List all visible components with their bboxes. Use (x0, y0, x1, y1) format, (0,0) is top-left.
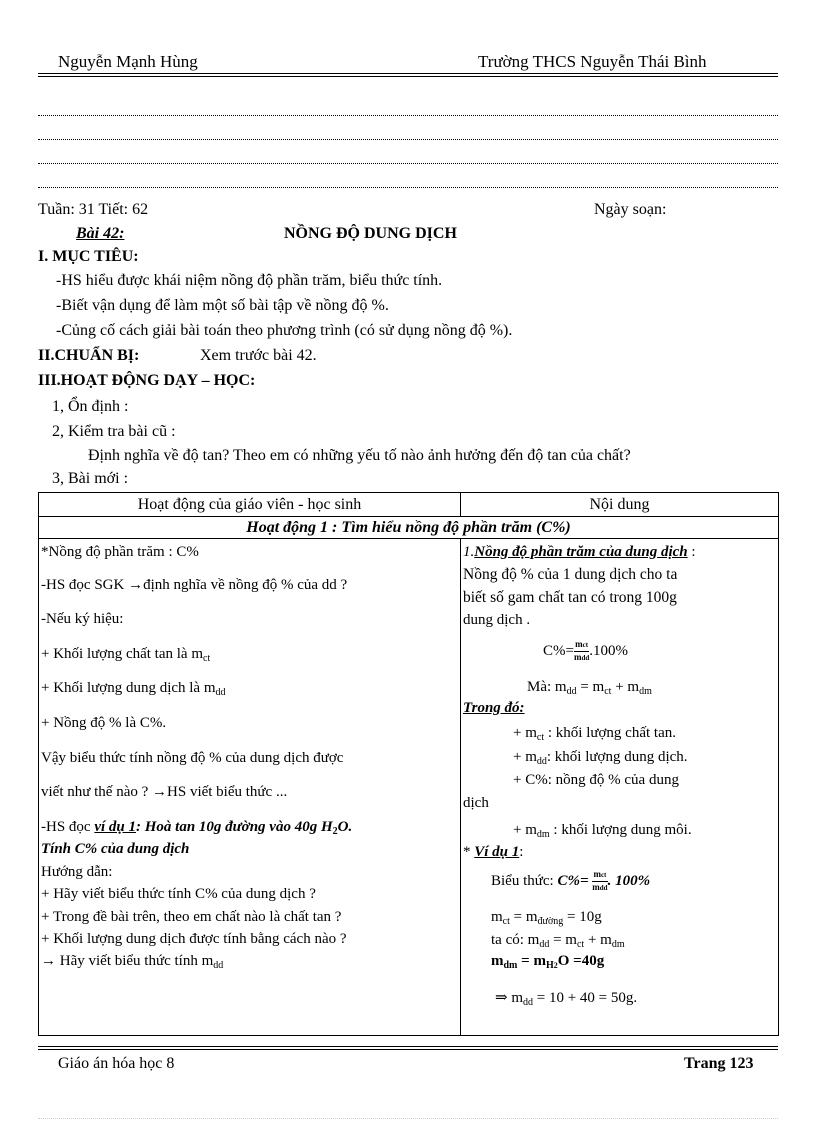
left-line: -HS đọc ví dụ 1: Hoà tan 10g đường vào 40g $H_2O$. (41, 819, 353, 837)
right-line: biết số gam chất tan có trong 100g (463, 589, 677, 606)
right-line: + $m_{dd}$: khối lượng dung dịch. (513, 749, 688, 767)
objective-item: -Củng cố cách giải bài toán theo phương trình (có sử dụng nồng độ %). (56, 322, 513, 339)
left-line: Tính C% của dung dịch (41, 841, 190, 857)
right-line: $m_{ct} = m_{đường} = 10g$ (491, 909, 602, 927)
right-line: * Ví dụ 1: (463, 844, 524, 860)
footer-left: Giáo án hóa học 8 (58, 1055, 175, 1072)
arrow-icon: → (41, 953, 56, 969)
week-line: Tuần: 31 Tiết: 62 (38, 201, 149, 218)
right-line: Trong đó: (463, 700, 525, 716)
activity-title: Hoạt động 1 : Tìm hiểu nồng độ phần trăm (C%) (39, 517, 779, 539)
left-line: + Nồng độ % là C%. (41, 715, 167, 731)
header-school: Trường THCS Nguyễn Thái Bình (478, 52, 707, 71)
formula-fraction: $\frac{\text{mct}}{\text{mdd}}$ (573, 639, 590, 662)
header-rule-2 (38, 76, 778, 77)
objectives-heading: I. MỤC TIÊU: (38, 248, 139, 265)
objective-item: -HS hiểu được khái niệm nồng độ phần trăm, biểu thức tính. (56, 272, 443, 289)
activity-step-3: 3, Bài mới : (52, 470, 129, 487)
left-line: + Hãy viết biểu thức tính C% của dung dịch ? (41, 886, 316, 902)
header-author: Nguyễn Mạnh Hùng (58, 52, 198, 71)
activity-step-1: 1, Ổn định : (52, 398, 129, 415)
footer-rule-2 (38, 1049, 778, 1050)
left-line: -Nếu ký hiệu: (41, 611, 124, 627)
left-line: Hướng dẫn: (41, 864, 113, 880)
left-line: *Nồng độ phần trăm : C% (41, 544, 199, 560)
teacher-student-column (39, 539, 461, 1036)
right-line: dịch (463, 795, 489, 811)
lesson-number: Bài 42: (76, 225, 125, 242)
right-line: + $m_{dm}$ : khối lượng dung môi. (513, 822, 692, 840)
concentration-formula: C%= $\frac{\text{mct}}{\text{mdd}}$ .100% (543, 639, 629, 662)
old-lesson-question: Định nghĩa về độ tan? Theo em có những yếu tố nào ảnh hưởng đến độ tan của chất? (88, 447, 631, 464)
right-line: 1.Nồng độ phần trăm của dung dịch : (463, 544, 696, 560)
col2-header: Nội dung (461, 493, 779, 517)
arrow-icon: → (128, 577, 144, 593)
activity-step-2: 2, Kiểm tra bài cũ : (52, 423, 176, 440)
dotted-line-2 (38, 139, 778, 142)
example-formula: Biểu thức: C%= $\frac{\text{mct}}{\text{mdd}}$ . 100% (491, 869, 651, 892)
right-line: $m_{dm} = m_{H2}O =40g$ (491, 953, 605, 971)
date-label: Ngày soạn: (594, 201, 667, 218)
left-line: + Khối lượng dung dịch được tính bằng cách nào ? (41, 931, 347, 947)
right-line: + C%: nồng độ % của dung (513, 772, 679, 788)
col1-header: Hoạt động của giáo viên - học sinh (39, 493, 461, 517)
objective-item: -Biết vận dụng để làm một số bài tập về nồng độ %. (56, 297, 389, 314)
preparation-heading: II.CHUẨN BỊ: (38, 347, 140, 364)
left-line: viết như thế nào ? →HS viết biểu thức ... (41, 784, 288, 800)
lesson-table (38, 492, 779, 1036)
left-line: + Khối lượng chất tan là $m_{ct}$ (41, 646, 211, 664)
preparation-text: Xem trước bài 42. (200, 347, 317, 364)
activities-heading: III.HOẠT ĐỘNG DẠY – HỌC: (38, 372, 256, 389)
footer-rule (38, 1046, 778, 1047)
right-line: ⇒ $m_{dd} = 10 + 40 = 50g$. (495, 990, 638, 1008)
left-line: → Hãy viết biểu thức tính $m_{dd}$ (41, 953, 224, 971)
left-line: -HS đọc SGK →định nghĩa về nồng độ % của dd ? (41, 577, 348, 593)
formula-fraction: $\frac{\text{mct}}{\text{mdd}}$ (592, 869, 608, 892)
dotted-line-1 (38, 115, 778, 118)
mass-solution-formula: Mà: $m_{dd} = m_{ct} + m_{dm}$ (527, 679, 652, 697)
lesson-title: NỒNG ĐỘ DUNG DỊCH (284, 225, 457, 242)
content-column (461, 539, 779, 1036)
left-line: + Trong đề bài trên, theo em chất nào là chất tan ? (41, 909, 342, 925)
right-line: dung dịch . (463, 612, 531, 628)
dotted-line-3 (38, 163, 778, 166)
footer-page: Trang 123 (684, 1055, 754, 1072)
dotted-line-4 (38, 187, 778, 190)
arrow-icon: → (152, 784, 168, 800)
header-rule (38, 73, 778, 74)
right-line: Nồng độ % của 1 dung dịch cho ta (463, 566, 678, 583)
left-line: + Khối lượng dung dịch là $m_{dd}$ (41, 680, 226, 698)
right-line: + $m_{ct}$ : khối lượng chất tan. (513, 725, 676, 743)
left-line: Vậy biểu thức tính nồng độ % của dung dịch được (41, 750, 344, 766)
right-line: ta có: $m_{dd} = m_{ct} + m_{dm}$ (491, 932, 625, 950)
page-bottom-dots (38, 1118, 778, 1121)
